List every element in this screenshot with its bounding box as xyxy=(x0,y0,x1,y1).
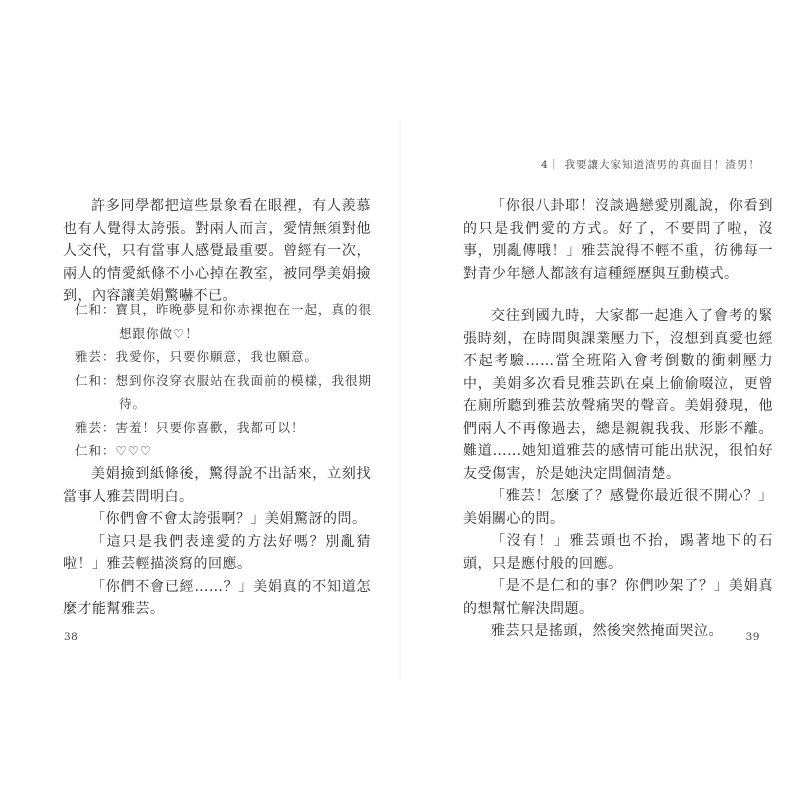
left-paragraph: 「這只是我們表達愛的方法好嗎？別亂猜啦！」雅芸輕描淡寫的回應。 xyxy=(63,533,371,572)
left-paragraph: 「你們不會已經……？」美娟真的不知道怎麼才能幫雅芸。 xyxy=(63,578,371,617)
left-paragraphs-after xyxy=(63,463,371,621)
right-paragraph: 交往到國九時，大家都一起進入了會考的緊張時刻，在時間與課業壓力下，沒想到真愛也經不起考驗……當全班陷入會考倒數的衝刺壓力中，美娟多次看見雅芸趴在桌上偷偷啜泣，更曾在廁所聽到雅芸放聲痛哭的聲音。美娟發現，他們兩人不再像過去，總是親親我我、形影不離。難道……她知道雅芸的感情可能出狀況，很怕好友受傷害，於是她決定問個清楚。 xyxy=(463,308,773,482)
right-page xyxy=(400,0,800,800)
right-paragraph: 「是不是仁和的事？你們吵架了？」美娟真的想幫忙解決問題。 xyxy=(463,578,773,617)
right-paragraph: 雅芸只是搖頭，然後突然掩面哭泣。 xyxy=(491,623,723,639)
right-paragraph: 「沒有！」雅芸頭也不抬，踢著地下的石頭，只是應付般的回應。 xyxy=(463,533,773,572)
note-line: 仁和：想到你沒穿衣服站在我面前的模樣，我很期待。 xyxy=(75,372,373,411)
right-paragraphs-bottom xyxy=(463,305,773,643)
page-number-right: 39 xyxy=(745,631,760,643)
left-paragraph-intro: 許多同學都把這些景象看在眼裡，有人羨慕也有人覺得太誇張。對兩人而言，愛情無須對他人交代，只有當事人感覺最重要。曾經有一次，兩人的情愛紙條不小心掉在教室，被同學美娟撿到，內容讓美娟驚嚇不已。 xyxy=(63,198,371,304)
note-line: 雅芸：害羞！只要你喜歡，我都可以！ xyxy=(75,419,305,435)
left-paragraph: 美娟撿到紙條後，驚得說不出話來，立刻找當事人雅芸問明白。 xyxy=(63,466,371,505)
note-line: 仁和：寶貝，昨晚夢見和你赤裸抱在一起，真的很想跟你做♡！ xyxy=(75,302,373,341)
note-line: 仁和：♡♡♡ xyxy=(75,443,153,458)
love-note-dialogue xyxy=(75,298,375,463)
running-header: 4｜ 我要讓大家知道渣男的真面目！渣男！ xyxy=(540,159,760,171)
note-line: 雅芸：我愛你，只要你願意，我也願意。 xyxy=(75,349,319,364)
right-paragraph-top: 「你很八卦耶！沒談過戀愛別亂說，你看到的只是我們愛的方式。好了，不要問了啦，沒事，別亂傳哦！」雅芸說得不輕不重，彷彿每一對青少年戀人都該有這種經歷與互動模式。 xyxy=(463,198,773,282)
page-number-left: 38 xyxy=(64,631,79,643)
left-paragraph: 「你們會不會太誇張啊？」美娟驚訝的問。 xyxy=(91,511,367,527)
right-paragraph: 「雅芸！怎麼了？感覺你最近很不開心？」美娟關心的問。 xyxy=(463,488,773,527)
